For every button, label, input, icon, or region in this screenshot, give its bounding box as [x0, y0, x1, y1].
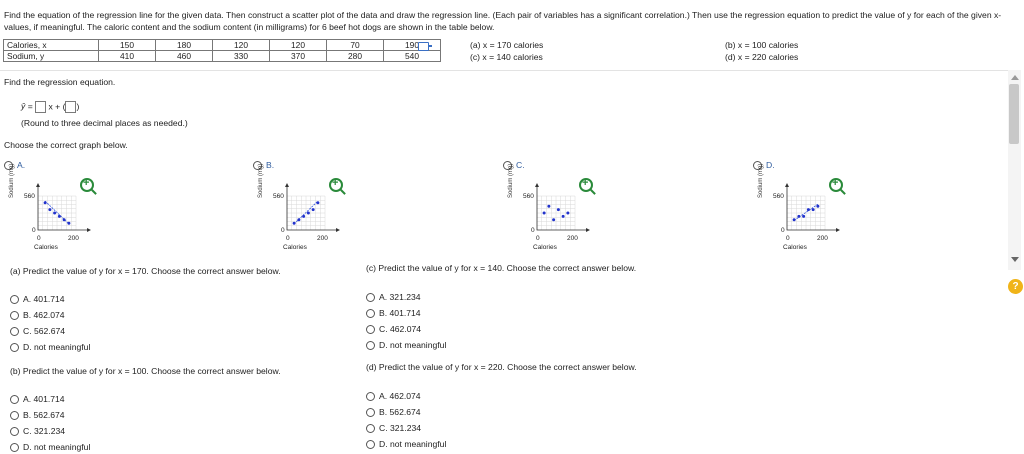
radio-button[interactable] [10, 311, 19, 320]
scatter-point [807, 208, 810, 211]
question-a-prompt: (a) Predict the value of y for x = 170. Choose the correct answer below. [10, 266, 281, 276]
x-values-left [470, 39, 543, 63]
graph-ylabel: Sodium (mg) [758, 163, 764, 198]
table-cell: 190 [384, 40, 441, 51]
table-cell: 70 [327, 40, 384, 51]
radio-button[interactable] [10, 327, 19, 336]
table-cell: 370 [270, 51, 327, 62]
scatter-plot-d [783, 182, 843, 238]
question-c-option-d[interactable]: D. not meaningful [366, 339, 446, 352]
graph-xlabel: Calories [34, 244, 58, 251]
graph-xtick-0: 0 [786, 235, 790, 242]
table-cell: 540 [384, 51, 441, 62]
scatter-point [293, 222, 296, 225]
x-value-c: (c) x = 140 calories [470, 52, 543, 62]
regression-prompt: Find the regression equation. [4, 77, 116, 87]
graph-ylabel: Sodium (mg) [258, 163, 264, 198]
graph-option-c [503, 160, 743, 260]
radio-button[interactable] [10, 295, 19, 304]
question-b-option-b[interactable]: B. 562.674 [10, 409, 90, 422]
x-axis-arrow-icon [836, 228, 840, 232]
scatter-point [297, 218, 300, 221]
radio-button[interactable] [10, 411, 19, 420]
question-c-options [366, 291, 446, 352]
scatter-point [557, 208, 560, 211]
graph-ytick: 560 [273, 193, 284, 200]
graph-xtick-0: 0 [37, 235, 41, 242]
scatter-point [307, 212, 310, 215]
question-d-options [366, 390, 446, 451]
radio-button[interactable] [10, 343, 19, 352]
y-axis-arrow-icon [535, 183, 539, 187]
graph-option-a [4, 160, 244, 260]
y-axis-arrow-icon [785, 183, 789, 187]
scatter-point [547, 205, 550, 208]
table-cell: 460 [156, 51, 213, 62]
graph-xlabel: Calories [783, 244, 807, 251]
table-row-calories [4, 40, 441, 51]
scatter-point [312, 208, 315, 211]
scatter-point [552, 218, 555, 221]
question-b-option-a[interactable]: A. 401.714 [10, 393, 90, 406]
intercept-input[interactable] [65, 101, 76, 113]
table-cell: 330 [213, 51, 270, 62]
graph-xtick-0: 0 [536, 235, 540, 242]
question-c-option-b[interactable]: B. 401.714 [366, 307, 446, 320]
graph-option-letter: B. [266, 160, 275, 170]
graph-xtick-200: 200 [817, 235, 828, 242]
question-b-option-d[interactable]: D. not meaningful [10, 441, 90, 454]
question-b-option-c[interactable]: C. 321.234 [10, 425, 90, 438]
scatter-point [566, 212, 569, 215]
graph-prompt: Choose the correct graph below. [4, 140, 128, 150]
y-axis-arrow-icon [285, 183, 289, 187]
x-values-right [725, 39, 798, 63]
x-axis-arrow-icon [336, 228, 340, 232]
table-cell: 410 [99, 51, 156, 62]
round-note: (Round to three decimal places as needed.) [21, 118, 188, 128]
scatter-point [63, 218, 66, 221]
graph-option-letter: A. [17, 160, 26, 170]
regression-equation: ŷ = x + ( ) [21, 101, 80, 112]
radio-button[interactable] [10, 395, 19, 404]
question-d-prompt: (d) Predict the value of y for x = 220. Choose the correct answer below. [366, 362, 637, 372]
equals-sign: = [27, 101, 33, 112]
graph-xlabel: Calories [533, 244, 557, 251]
question-a-option-c[interactable]: C. 562.674 [10, 325, 90, 338]
question-d-option-a[interactable]: A. 462.074 [366, 390, 446, 403]
scatter-point [48, 208, 51, 211]
radio-button[interactable] [366, 293, 375, 302]
copy-data-icon[interactable] [418, 42, 429, 51]
graph-xtick-0: 0 [286, 235, 290, 242]
scatter-point [543, 212, 546, 215]
graph-yzero: 0 [32, 227, 36, 234]
scatter-point [53, 212, 56, 215]
graph-xtick-200: 200 [567, 235, 578, 242]
table-header-y: Sodium, y [4, 51, 99, 62]
question-b-options [10, 393, 90, 454]
question-d-option-d[interactable]: D. not meaningful [366, 438, 446, 451]
x-value-a: (a) x = 170 calories [470, 40, 544, 50]
scatter-plot-b [283, 182, 343, 238]
graph-ylabel: Sodium (mg) [508, 163, 514, 198]
table-cell: 120 [270, 40, 327, 51]
radio-button[interactable] [10, 427, 19, 436]
y-axis-arrow-icon [36, 183, 40, 187]
table-cell: 180 [156, 40, 213, 51]
graph-option-b [253, 160, 493, 260]
graph-option-letter: D. [766, 160, 775, 170]
table-cell: 120 [213, 40, 270, 51]
y-hat-symbol: ŷ [21, 101, 26, 112]
x-value-b: (b) x = 100 calories [725, 40, 799, 50]
scroll-down-icon[interactable] [1011, 257, 1019, 262]
problem-statement: Find the equation of the regression line for the given data. Then construct a scatter plot of the data and draw the regression line. (Each pair of variables has a significant correlation.) Then use the regression equation to predict the value of y for each of the given x-values, if meaningful. The caloric content and the sodium content (in milligrams) for 6 beef hot dogs are shown in the table below. [4, 10, 1002, 32]
x-axis-arrow-icon [87, 228, 91, 232]
table-cell: 150 [99, 40, 156, 51]
radio-button[interactable] [366, 424, 375, 433]
scatter-point [802, 215, 805, 218]
question-d-option-c[interactable]: C. 321.234 [366, 422, 446, 435]
question-a-options [10, 293, 90, 354]
graph-axes [38, 184, 90, 230]
table-cell: 280 [327, 51, 384, 62]
graph-xlabel: Calories [283, 244, 307, 251]
graph-xtick-200: 200 [68, 235, 79, 242]
scatter-point [812, 208, 815, 211]
radio-button[interactable] [366, 309, 375, 318]
graph-axes [787, 184, 839, 230]
scrollbar-thumb[interactable] [1009, 84, 1019, 144]
graph-ytick: 560 [523, 193, 534, 200]
question-a-option-d[interactable]: D. not meaningful [10, 341, 90, 354]
graph-ylabel: Sodium (mg) [9, 163, 15, 198]
x-axis-arrow-icon [586, 228, 590, 232]
radio-button[interactable] [366, 440, 375, 449]
question-c-option-a[interactable]: A. 321.234 [366, 291, 446, 304]
scatter-point [562, 215, 565, 218]
question-a-option-a[interactable]: A. 401.714 [10, 293, 90, 306]
radio-button[interactable] [366, 408, 375, 417]
radio-button[interactable] [366, 325, 375, 334]
scatter-point [316, 201, 319, 204]
x-value-d: (d) x = 220 calories [725, 52, 799, 62]
graph-xtick-200: 200 [317, 235, 328, 242]
graph-yzero: 0 [281, 227, 285, 234]
scatter-point [302, 215, 305, 218]
scatter-point [67, 222, 70, 225]
graph-ytick: 560 [24, 193, 35, 200]
graph-yzero: 0 [531, 227, 535, 234]
question-a-option-b[interactable]: B. 462.074 [10, 309, 90, 322]
scatter-point [816, 205, 819, 208]
radio-button[interactable] [366, 341, 375, 350]
table-header-x: Calories, x [4, 40, 99, 51]
help-button[interactable]: ? [1008, 279, 1023, 294]
scatter-plot-a [34, 182, 94, 238]
graph-yzero: 0 [781, 227, 785, 234]
radio-button[interactable] [366, 392, 375, 401]
divider [0, 70, 1010, 71]
table-row-sodium [4, 51, 441, 62]
question-b-prompt: (b) Predict the value of y for x = 100. Choose the correct answer below. [10, 366, 281, 376]
graph-option-letter: C. [516, 160, 525, 170]
scatter-point [793, 218, 796, 221]
question-c-prompt: (c) Predict the value of y for x = 140. Choose the correct answer below. [366, 263, 637, 273]
data-table [3, 39, 441, 62]
scatter-point [797, 215, 800, 218]
question-d-option-b[interactable]: B. 562.674 [366, 406, 446, 419]
scatter-plot-c [533, 182, 593, 238]
graph-axes [537, 184, 589, 230]
x-plus-text: x + [48, 101, 61, 112]
scatter-point [44, 201, 47, 204]
slope-input[interactable] [35, 101, 46, 113]
graph-option-d [753, 160, 993, 260]
scroll-up-icon[interactable] [1011, 75, 1019, 80]
question-c-option-c[interactable]: C. 462.074 [366, 323, 446, 336]
scatter-point [58, 215, 61, 218]
graph-ytick: 560 [773, 193, 784, 200]
